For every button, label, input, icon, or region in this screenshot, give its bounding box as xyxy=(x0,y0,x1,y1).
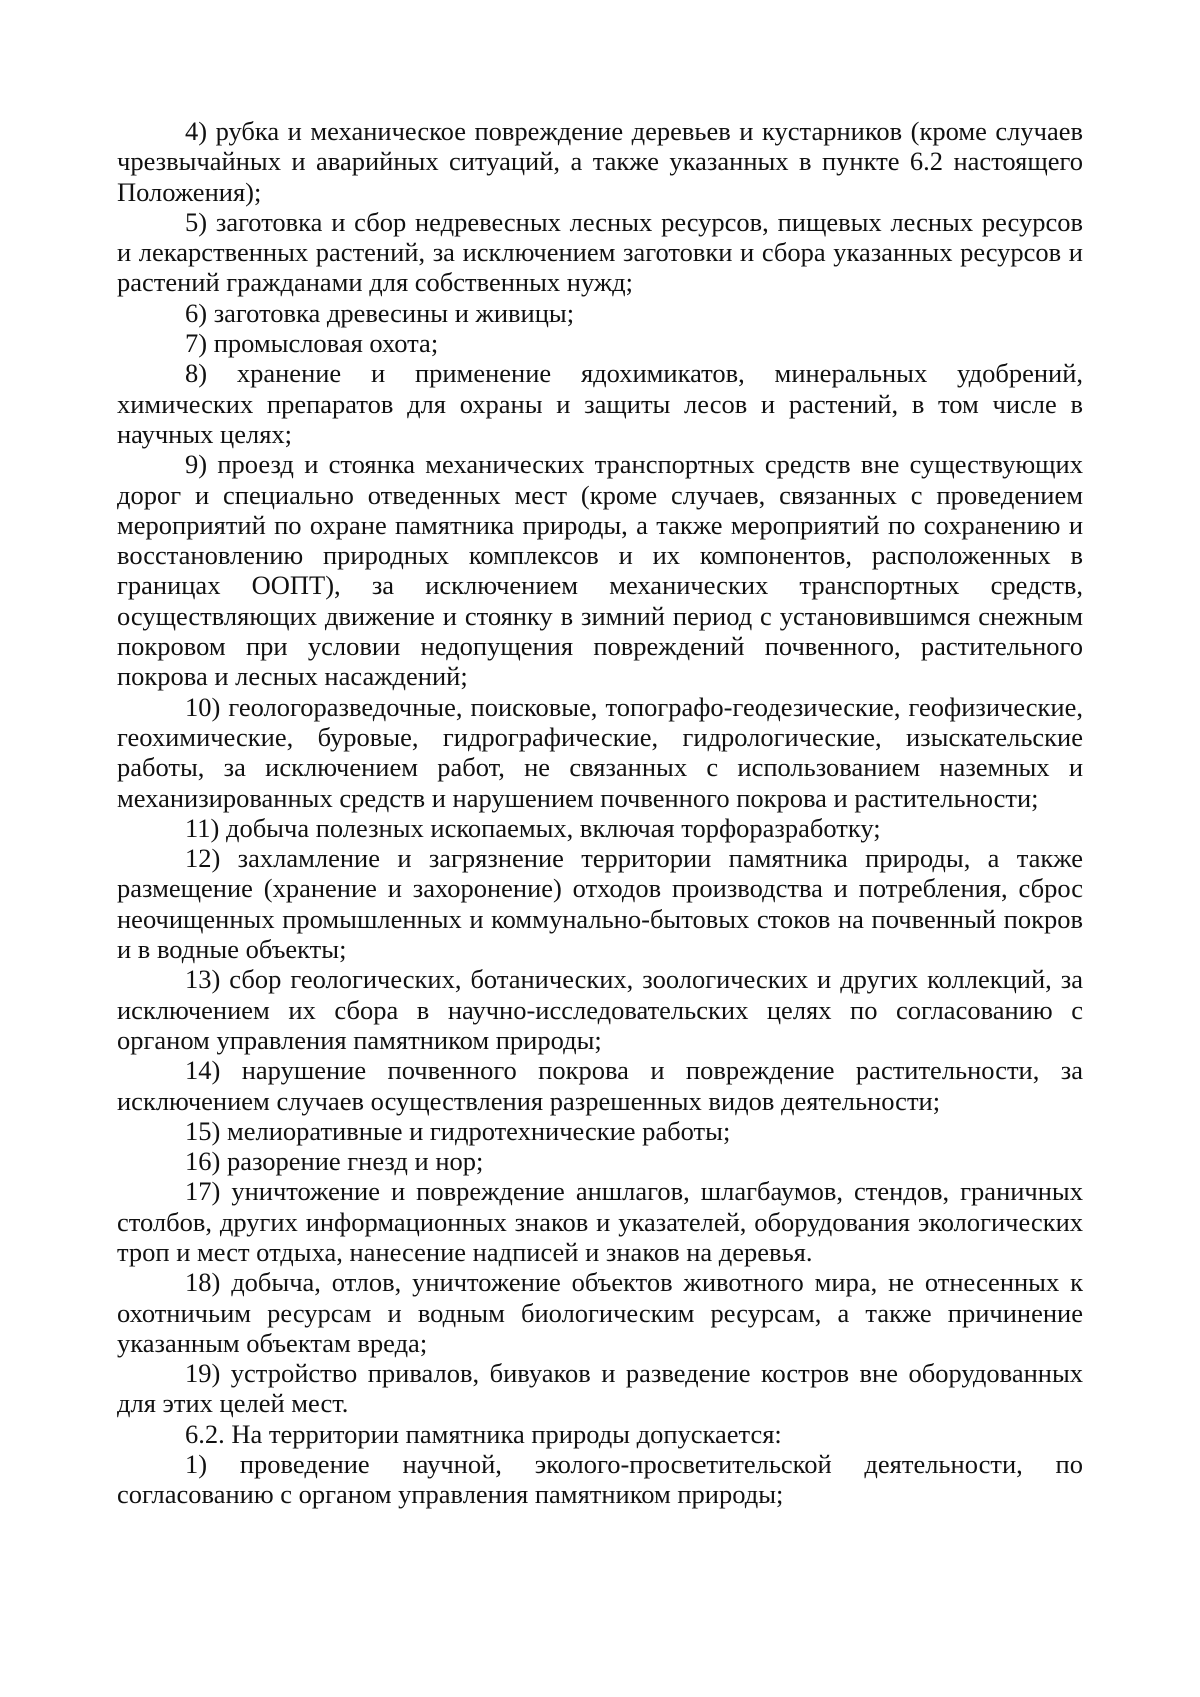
document-body xyxy=(117,116,1083,1510)
paragraph-item-14: 14) нарушение почвенного покрова и повреждение растительности, за исключением случаев осуществления разрешенных видов деятельности; xyxy=(117,1055,1083,1116)
paragraph-item-19: 19) устройство привалов, бивуаков и разведение костров вне оборудованных для этих целей мест. xyxy=(117,1358,1083,1419)
paragraph-item-15: 15) мелиоративные и гидротехнические работы; xyxy=(185,1115,731,1146)
paragraph-item-9: 9) проезд и стоянка механических транспортных средств вне существующих дорог и специально отведенных мест (кроме случаев, связанных с проведением мероприятий по охране памятника природы, а также мероприятий по сохранению и восстановлению природных комплексов и их компонентов, расположенных в границах ООПТ), за исключением механических транспортных средств, осуществляющих движение и стоянку в зимний период с установившимся снежным покровом при условии недопущения повреждений почвенного, растительного покрова и лесных насаждений; xyxy=(117,449,1083,692)
paragraph-item-5: 5) заготовка и сбор недревесных лесных ресурсов, пищевых лесных ресурсов и лекарственных растений, за исключением заготовки и сбора указанных ресурсов и растений гражданами для собственных нужд; xyxy=(117,206,1083,298)
paragraph-item-11: 11) добыча полезных ископаемых, включая торфоразработку; xyxy=(185,812,881,843)
paragraph-item-4: 4) рубка и механическое повреждение деревьев и кустарников (кроме случаев чрезвычайных и аварийных ситуаций, а также указанных в пункте 6.2 настоящего Положения); xyxy=(117,116,1083,207)
paragraph-allowed-1: 1) проведение научной, эколого-просветительской деятельности, по согласованию с органом управления памятником природы; xyxy=(117,1449,1083,1510)
paragraph-item-10: 10) геологоразведочные, поисковые, топографо-геодезические, геофизические, геохимические, буровые, гидрографические, гидрологические, изыскательские работы, за исключением работ, не связанных с использованием наземных и механизированных средств и нарушением почвенного покрова и растительности; xyxy=(117,691,1083,813)
paragraph-item-18: 18) добыча, отлов, уничтожение объектов животного мира, не отнесенных к охотничьим ресурсам и водным биологическим ресурсам, а также причинение указанным объектам вреда; xyxy=(117,1267,1083,1358)
paragraph-item-16: 16) разорение гнезд и нор; xyxy=(185,1146,484,1177)
paragraph-item-13: 13) сбор геологических, ботанических, зоологических и других коллекций, за исключением их сбора в научно-исследовательских целях по согласованию с органом управления памятником природы; xyxy=(117,964,1083,1055)
paragraph-item-7: 7) промысловая охота; xyxy=(185,328,439,359)
paragraph-item-6: 6) заготовка древесины и живицы; xyxy=(185,297,575,328)
paragraph-item-17: 17) уничтожение и повреждение аншлагов, шлагбаумов, стендов, граничных столбов, других информационных знаков и указателей, оборудования экологических троп и мест отдыха, нанесение надписей и знаков на деревья. xyxy=(117,1176,1083,1267)
paragraph-item-8: 8) хранение и применение ядохимикатов, минеральных удобрений, химических препаратов для охраны и защиты лесов и растений, в том числе в научных целях; xyxy=(117,358,1083,449)
paragraph-item-12: 12) захламление и загрязнение территории памятника природы, а также размещение (хранение и захоронение) отходов производства и потребления, сброс неочищенных промышленных и коммунально-бытовых стоков на почвенный покров и в водные объекты; xyxy=(117,843,1083,965)
section-6-2-heading: 6.2. На территории памятника природы допускается: xyxy=(185,1418,782,1449)
